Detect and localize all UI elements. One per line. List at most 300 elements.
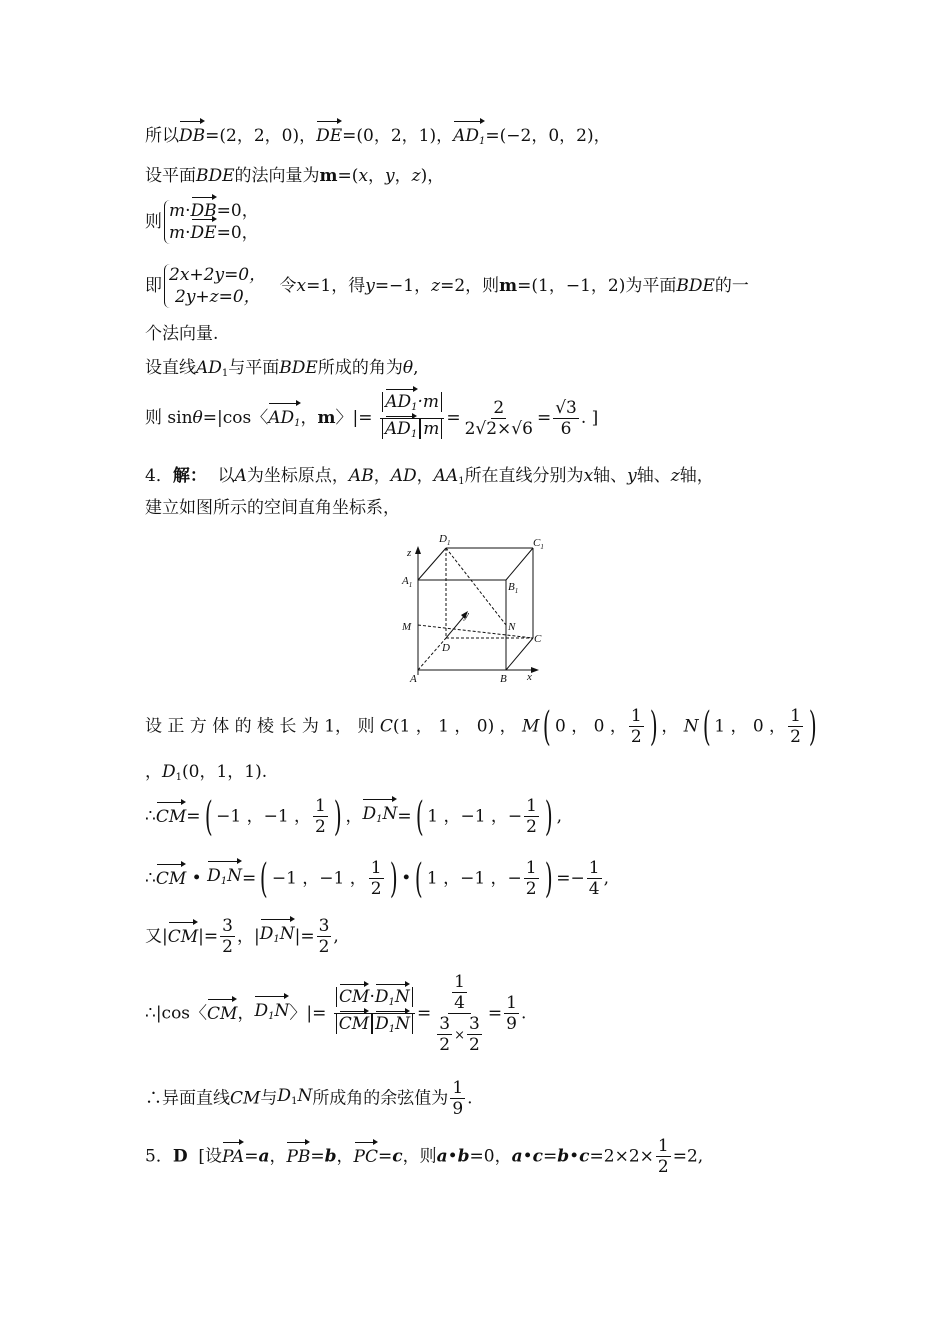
- text: 轴、: [593, 466, 628, 486]
- problem-number: 4．: [145, 466, 173, 486]
- vec-label: N: [227, 865, 242, 886]
- label-b: B: [500, 673, 507, 685]
- point-d1: D: [162, 762, 176, 782]
- text: ，: [269, 1146, 287, 1167]
- line-system-1: [145, 200, 259, 244]
- text: 设直线: [145, 358, 196, 378]
- paren-right: ): [544, 855, 553, 902]
- numerator: 1: [452, 1078, 464, 1098]
- line-ad: AD: [196, 358, 222, 378]
- label-y: y: [464, 609, 469, 621]
- text: =(: [337, 166, 359, 186]
- line-ab: AB: [348, 466, 374, 486]
- text: 所成角的余弦值为: [312, 1088, 449, 1109]
- numerator: √3: [555, 398, 577, 418]
- label-a: A: [410, 673, 417, 685]
- fraction: [317, 916, 332, 957]
- subscript: 1: [268, 1010, 275, 1022]
- dot: •: [401, 868, 412, 889]
- paren-left: (: [702, 703, 711, 750]
- vector-cm: CM: [155, 806, 187, 827]
- subscript: 1: [458, 476, 465, 487]
- numerator: 1: [315, 796, 326, 816]
- equals: =: [487, 1003, 503, 1024]
- text: =(2，2，0)，: [205, 126, 317, 146]
- text: 所成的角为: [317, 358, 403, 378]
- denominator: 4: [454, 993, 465, 1013]
- theta: θ: [402, 358, 414, 378]
- text: .: [467, 1088, 473, 1109]
- var-x: x: [296, 276, 307, 296]
- text: =0，: [216, 201, 259, 221]
- equation: 2x+2y=0，: [169, 265, 267, 285]
- text: 令: [279, 276, 297, 296]
- cube-figure: [398, 530, 548, 685]
- text: |=: [294, 926, 315, 947]
- dot-m: ·m: [417, 392, 440, 412]
- numerator: 2: [493, 398, 505, 418]
- plane-name: BDE: [196, 166, 235, 186]
- text: 设平面: [145, 166, 196, 186]
- fraction: [452, 972, 467, 1013]
- line-coordinates: [145, 703, 821, 750]
- fraction: [587, 858, 602, 899]
- text: 为坐标原点，: [246, 466, 349, 486]
- label-x: x: [527, 671, 532, 683]
- text: 即: [145, 276, 162, 296]
- dot: ·: [185, 223, 191, 243]
- vector-ad1: [268, 406, 300, 436]
- line-magnitudes: [145, 916, 339, 957]
- vector-cm: CM: [167, 926, 199, 947]
- vector-m: m: [319, 166, 338, 186]
- text: ∴|cos〈: [145, 1003, 208, 1024]
- label-n: N: [508, 621, 516, 633]
- text: 设 正 方 体 的 棱 长 为 1， 则: [145, 716, 375, 737]
- dot: •: [569, 1146, 580, 1167]
- var-y: y: [385, 166, 395, 186]
- line-d1-coord: [145, 760, 267, 790]
- text: (0，1，1).: [182, 762, 268, 782]
- vector-cm: CM: [338, 1014, 370, 1034]
- equals: =: [310, 1146, 325, 1167]
- text: ，: [345, 806, 363, 827]
- fraction: [656, 1136, 671, 1177]
- text: 1 ， 0 ，: [714, 716, 787, 737]
- text: ，: [373, 466, 391, 486]
- vector-pa: PA: [222, 1146, 245, 1167]
- paren-left: (: [415, 793, 424, 840]
- vector-a: a: [258, 1146, 270, 1167]
- label-text: B: [508, 581, 515, 593]
- fraction: [504, 993, 519, 1034]
- text: 个法向量.: [145, 324, 219, 344]
- text: (1 ， 1 ， 0) ，: [392, 716, 517, 737]
- line-cos-angle: [145, 972, 526, 1055]
- text: 1 ，−1 ，−: [427, 806, 523, 827]
- dot: •: [447, 1146, 458, 1167]
- edge-a1d1: [418, 548, 446, 580]
- vector-de: DE: [316, 126, 343, 146]
- vector-m: m: [317, 408, 336, 428]
- text: =2×2×: [589, 1146, 654, 1167]
- vector-pc: PC: [353, 1146, 378, 1167]
- fraction-cos: [334, 987, 415, 1040]
- subscript: 1: [175, 772, 183, 783]
- fraction: [450, 1078, 465, 1119]
- point-n: N: [683, 716, 699, 737]
- text: .: [520, 1003, 527, 1024]
- fraction: [524, 858, 539, 899]
- compound-fraction: [433, 972, 486, 1055]
- point-m: M: [522, 716, 540, 737]
- numerator: 1: [526, 796, 537, 816]
- solution-text: [280, 276, 749, 296]
- text: ,: [413, 358, 419, 378]
- line-vectors-1: [145, 124, 611, 154]
- vector-c: c: [532, 1146, 543, 1167]
- vec-label: N: [395, 1014, 411, 1034]
- equals: =: [397, 806, 412, 827]
- label-z: z: [407, 547, 412, 559]
- edge-b1c1: [506, 548, 533, 580]
- fraction: [553, 398, 579, 439]
- vector-b: b: [557, 1146, 570, 1167]
- text: 又|: [145, 926, 168, 947]
- denominator: 2: [630, 727, 642, 747]
- norm-m: m: [420, 419, 442, 439]
- fraction: [369, 858, 384, 899]
- text: ，: [145, 762, 162, 782]
- text: −1 ，−1 ，: [216, 806, 312, 827]
- subscript: 1: [376, 813, 383, 825]
- equals: =: [536, 408, 552, 428]
- line-normal-vector: [145, 164, 444, 188]
- vec-label: N: [274, 1000, 290, 1021]
- equation-system: [164, 264, 266, 308]
- var-m: m: [169, 223, 186, 243]
- denominator: 6: [560, 419, 572, 439]
- denominator: 2: [657, 1157, 669, 1177]
- label-sub: 1: [408, 581, 413, 589]
- fraction: [220, 916, 235, 957]
- subscript: 1: [221, 368, 229, 379]
- numerator: 1: [454, 972, 465, 992]
- text: ，|: [236, 926, 260, 947]
- text: 以: [217, 466, 235, 486]
- vector-d1n: [254, 999, 289, 1029]
- dot: ·: [369, 987, 375, 1007]
- text: [设: [198, 1146, 223, 1167]
- numerator: 1: [506, 993, 517, 1013]
- text: 的一: [714, 276, 749, 296]
- fraction: [313, 796, 328, 837]
- var-x: x: [358, 166, 369, 186]
- paren-left: (: [543, 703, 552, 750]
- therefore: ∴: [145, 806, 156, 827]
- numerator: 1: [588, 858, 600, 878]
- subscript: 1: [388, 1024, 396, 1035]
- subscript: 1: [294, 418, 301, 429]
- fraction: [788, 706, 803, 747]
- vec-label: AD: [385, 392, 412, 412]
- vector-d1n: [260, 922, 295, 952]
- text: =−1，: [374, 276, 432, 296]
- label-c: C: [534, 633, 542, 645]
- dot: •: [522, 1146, 533, 1167]
- paren-right: ): [389, 855, 398, 902]
- paren-left: (: [260, 855, 268, 902]
- label-sub: 1: [514, 587, 519, 595]
- vector-b: b: [324, 1146, 337, 1167]
- vector-db: DB: [190, 201, 217, 221]
- subscript: 1: [479, 136, 486, 147]
- text: |=: [198, 926, 219, 947]
- var-z: z: [411, 166, 421, 186]
- text: ，则: [402, 1146, 437, 1167]
- denominator: 9: [506, 1014, 517, 1034]
- text: . ]: [580, 408, 599, 428]
- text: 1 ，−1 ，−: [426, 868, 522, 889]
- text: ，: [300, 408, 318, 428]
- vector-d1n: [362, 802, 397, 832]
- label-d: D: [442, 642, 450, 654]
- line-coordinate-system: [145, 496, 400, 520]
- vec-label: D: [374, 987, 389, 1007]
- label-m: M: [402, 621, 412, 633]
- text: ,: [603, 868, 609, 889]
- text: 所在直线分别为: [464, 466, 584, 486]
- subscript: 1: [291, 1095, 298, 1107]
- vec-label: D: [259, 923, 274, 944]
- vector-cm: CM: [207, 1003, 238, 1024]
- vec-label: D: [375, 1014, 389, 1034]
- paren-left: (: [415, 855, 423, 902]
- axis-z: z: [670, 466, 680, 486]
- equals: =: [417, 1003, 432, 1024]
- label-a1: [401, 575, 412, 589]
- text: ∴异面直线: [145, 1088, 230, 1109]
- vector-db: DB: [179, 126, 206, 146]
- text: =|cos〈: [202, 408, 269, 428]
- text: =−: [556, 868, 585, 889]
- fraction: [437, 1014, 452, 1055]
- denominator: 2: [525, 879, 537, 899]
- equals: =: [377, 1146, 393, 1167]
- subscript: 1: [410, 429, 418, 440]
- line-conclusion: [145, 1078, 473, 1119]
- vector-d1n: [207, 864, 242, 894]
- fraction: [467, 1014, 482, 1055]
- text: 与平面: [228, 358, 280, 378]
- text: 与: [260, 1088, 278, 1109]
- denominator: 2: [790, 727, 801, 747]
- numerator: 1: [657, 1136, 669, 1156]
- denominator: 2: [222, 937, 233, 957]
- vector-cm: CM: [155, 868, 187, 889]
- x-arrow: [531, 667, 539, 673]
- denominator: 2: [318, 937, 330, 957]
- text: =2，则: [440, 276, 500, 296]
- label-sub: 1: [540, 543, 544, 551]
- equals: =: [543, 1146, 558, 1167]
- line-sin-theta: [145, 392, 598, 445]
- label-text: C: [533, 537, 541, 549]
- vec-label: AD: [384, 419, 411, 439]
- text: 则 sin: [145, 408, 193, 428]
- front-face: [418, 580, 506, 670]
- vector-m: m: [499, 276, 518, 296]
- fraction: [524, 796, 539, 837]
- z-arrow: [415, 546, 421, 554]
- label-d1: [438, 533, 450, 547]
- text: ,: [333, 926, 339, 947]
- text: ,: [556, 806, 563, 827]
- segment-mc: [418, 625, 533, 638]
- point-d: D: [277, 1085, 292, 1106]
- denominator: 9: [452, 1099, 464, 1119]
- vector-a: a: [436, 1146, 448, 1167]
- equation-system: [164, 200, 259, 244]
- text: )，: [420, 166, 445, 186]
- text: ，: [661, 716, 679, 737]
- text: =2,: [672, 1146, 704, 1167]
- paren-right: ): [544, 793, 553, 840]
- numerator: 3: [469, 1014, 480, 1034]
- denominator: 2: [439, 1035, 451, 1055]
- numerator: 1: [525, 858, 537, 878]
- paren-right: ): [333, 793, 342, 840]
- fraction-cos: [380, 392, 444, 445]
- y-axis: [446, 614, 466, 638]
- vec-label: AD: [453, 126, 480, 146]
- fraction: [629, 706, 644, 747]
- text: 所以: [145, 126, 179, 146]
- text: 建立如图所示的空间直角坐标系，: [145, 498, 400, 518]
- text: =(−2，0，2)，: [485, 126, 611, 146]
- line-normal-vector-end: [145, 322, 218, 346]
- times: ×: [454, 1028, 466, 1043]
- text: ，: [237, 1003, 255, 1024]
- paren-left: (: [204, 793, 213, 840]
- text: =(1，−1，2)为平面: [517, 276, 677, 296]
- subscript: 1: [411, 402, 418, 413]
- dot: ·: [185, 201, 191, 221]
- line-problem-5: [145, 1136, 703, 1177]
- text: −1 ，−1 ，: [271, 868, 367, 889]
- fraction: [463, 398, 535, 439]
- line-problem-4: [145, 464, 714, 494]
- text: ，: [368, 166, 386, 186]
- vec-label: N: [394, 987, 410, 1007]
- vector-de: DE: [190, 223, 217, 243]
- paren-right: ): [808, 703, 817, 750]
- axis-y: y: [627, 466, 637, 486]
- denominator: 2: [370, 879, 382, 899]
- text: 的法向量为: [234, 166, 320, 186]
- line-vectors-cm-d1n: [145, 793, 563, 840]
- subscript: 1: [273, 933, 280, 945]
- line-cm: CM: [230, 1088, 261, 1109]
- denominator: 2: [315, 817, 326, 837]
- var-m: m: [169, 201, 186, 221]
- equals: =: [446, 408, 461, 428]
- subscript: 1: [388, 997, 395, 1008]
- text: 〉|=: [289, 1003, 327, 1024]
- vec-label: D: [362, 803, 377, 824]
- equals: =: [241, 868, 257, 889]
- vector-b: b: [457, 1146, 470, 1167]
- paren-right: ): [649, 703, 658, 750]
- vector-pb: PB: [286, 1146, 311, 1167]
- label-text: A: [402, 575, 409, 587]
- label-b1: [508, 581, 518, 595]
- vec-label: N: [382, 803, 398, 824]
- numerator: 3: [439, 1014, 451, 1034]
- solution-label: 解：: [172, 466, 207, 486]
- answer: D: [172, 1146, 188, 1167]
- equals: =: [186, 806, 201, 827]
- text: 轴，: [679, 466, 714, 486]
- theta: θ: [192, 408, 203, 428]
- point-c: C: [379, 716, 393, 737]
- segment-d1n: [446, 548, 506, 625]
- denominator: 2√2×√6: [464, 419, 533, 439]
- axis-x: x: [583, 466, 594, 486]
- edge-bc: [506, 638, 533, 670]
- equals: =: [244, 1146, 259, 1167]
- vector-c: c: [392, 1146, 403, 1167]
- numerator: 1: [370, 858, 382, 878]
- line-system-2: [145, 264, 749, 308]
- vec-label: D: [207, 865, 221, 886]
- denominator: 4: [588, 879, 600, 899]
- numerator: 1: [790, 706, 801, 726]
- denominator: 2: [469, 1035, 480, 1055]
- line-dot-product: [145, 855, 609, 902]
- line-d1n: [277, 1086, 312, 1106]
- vec-label: AD: [268, 408, 295, 428]
- var-y: y: [365, 276, 375, 296]
- plane-name: BDE: [279, 358, 318, 378]
- text: 〉|=: [335, 408, 373, 428]
- numerator: 3: [222, 916, 233, 936]
- plane-name: BDE: [676, 276, 715, 296]
- vector-cm: CM: [339, 987, 370, 1007]
- point-a: A: [234, 466, 247, 486]
- vector-ad1: [385, 419, 417, 445]
- vec-label: D: [254, 1000, 269, 1021]
- vector-c: c: [579, 1146, 590, 1167]
- numerator: 3: [318, 916, 330, 936]
- text: 则: [145, 212, 162, 232]
- text: ，: [394, 166, 412, 186]
- vector-a: a: [511, 1146, 523, 1167]
- text: 0 ， 0 ，: [555, 716, 627, 737]
- text: ，: [416, 466, 434, 486]
- problem-number: 5．: [145, 1146, 173, 1167]
- line-aa1: AA: [433, 466, 459, 486]
- label-text: D: [439, 533, 447, 545]
- label-sub: 1: [446, 539, 451, 547]
- dot: •: [191, 868, 202, 889]
- subscript: 1: [220, 875, 228, 887]
- denominator: 2: [526, 817, 537, 837]
- label-c1: [533, 537, 544, 551]
- line-angle-def: [145, 356, 419, 386]
- equation: 2y+z=0，: [175, 287, 261, 307]
- line-ad: AD: [390, 466, 417, 486]
